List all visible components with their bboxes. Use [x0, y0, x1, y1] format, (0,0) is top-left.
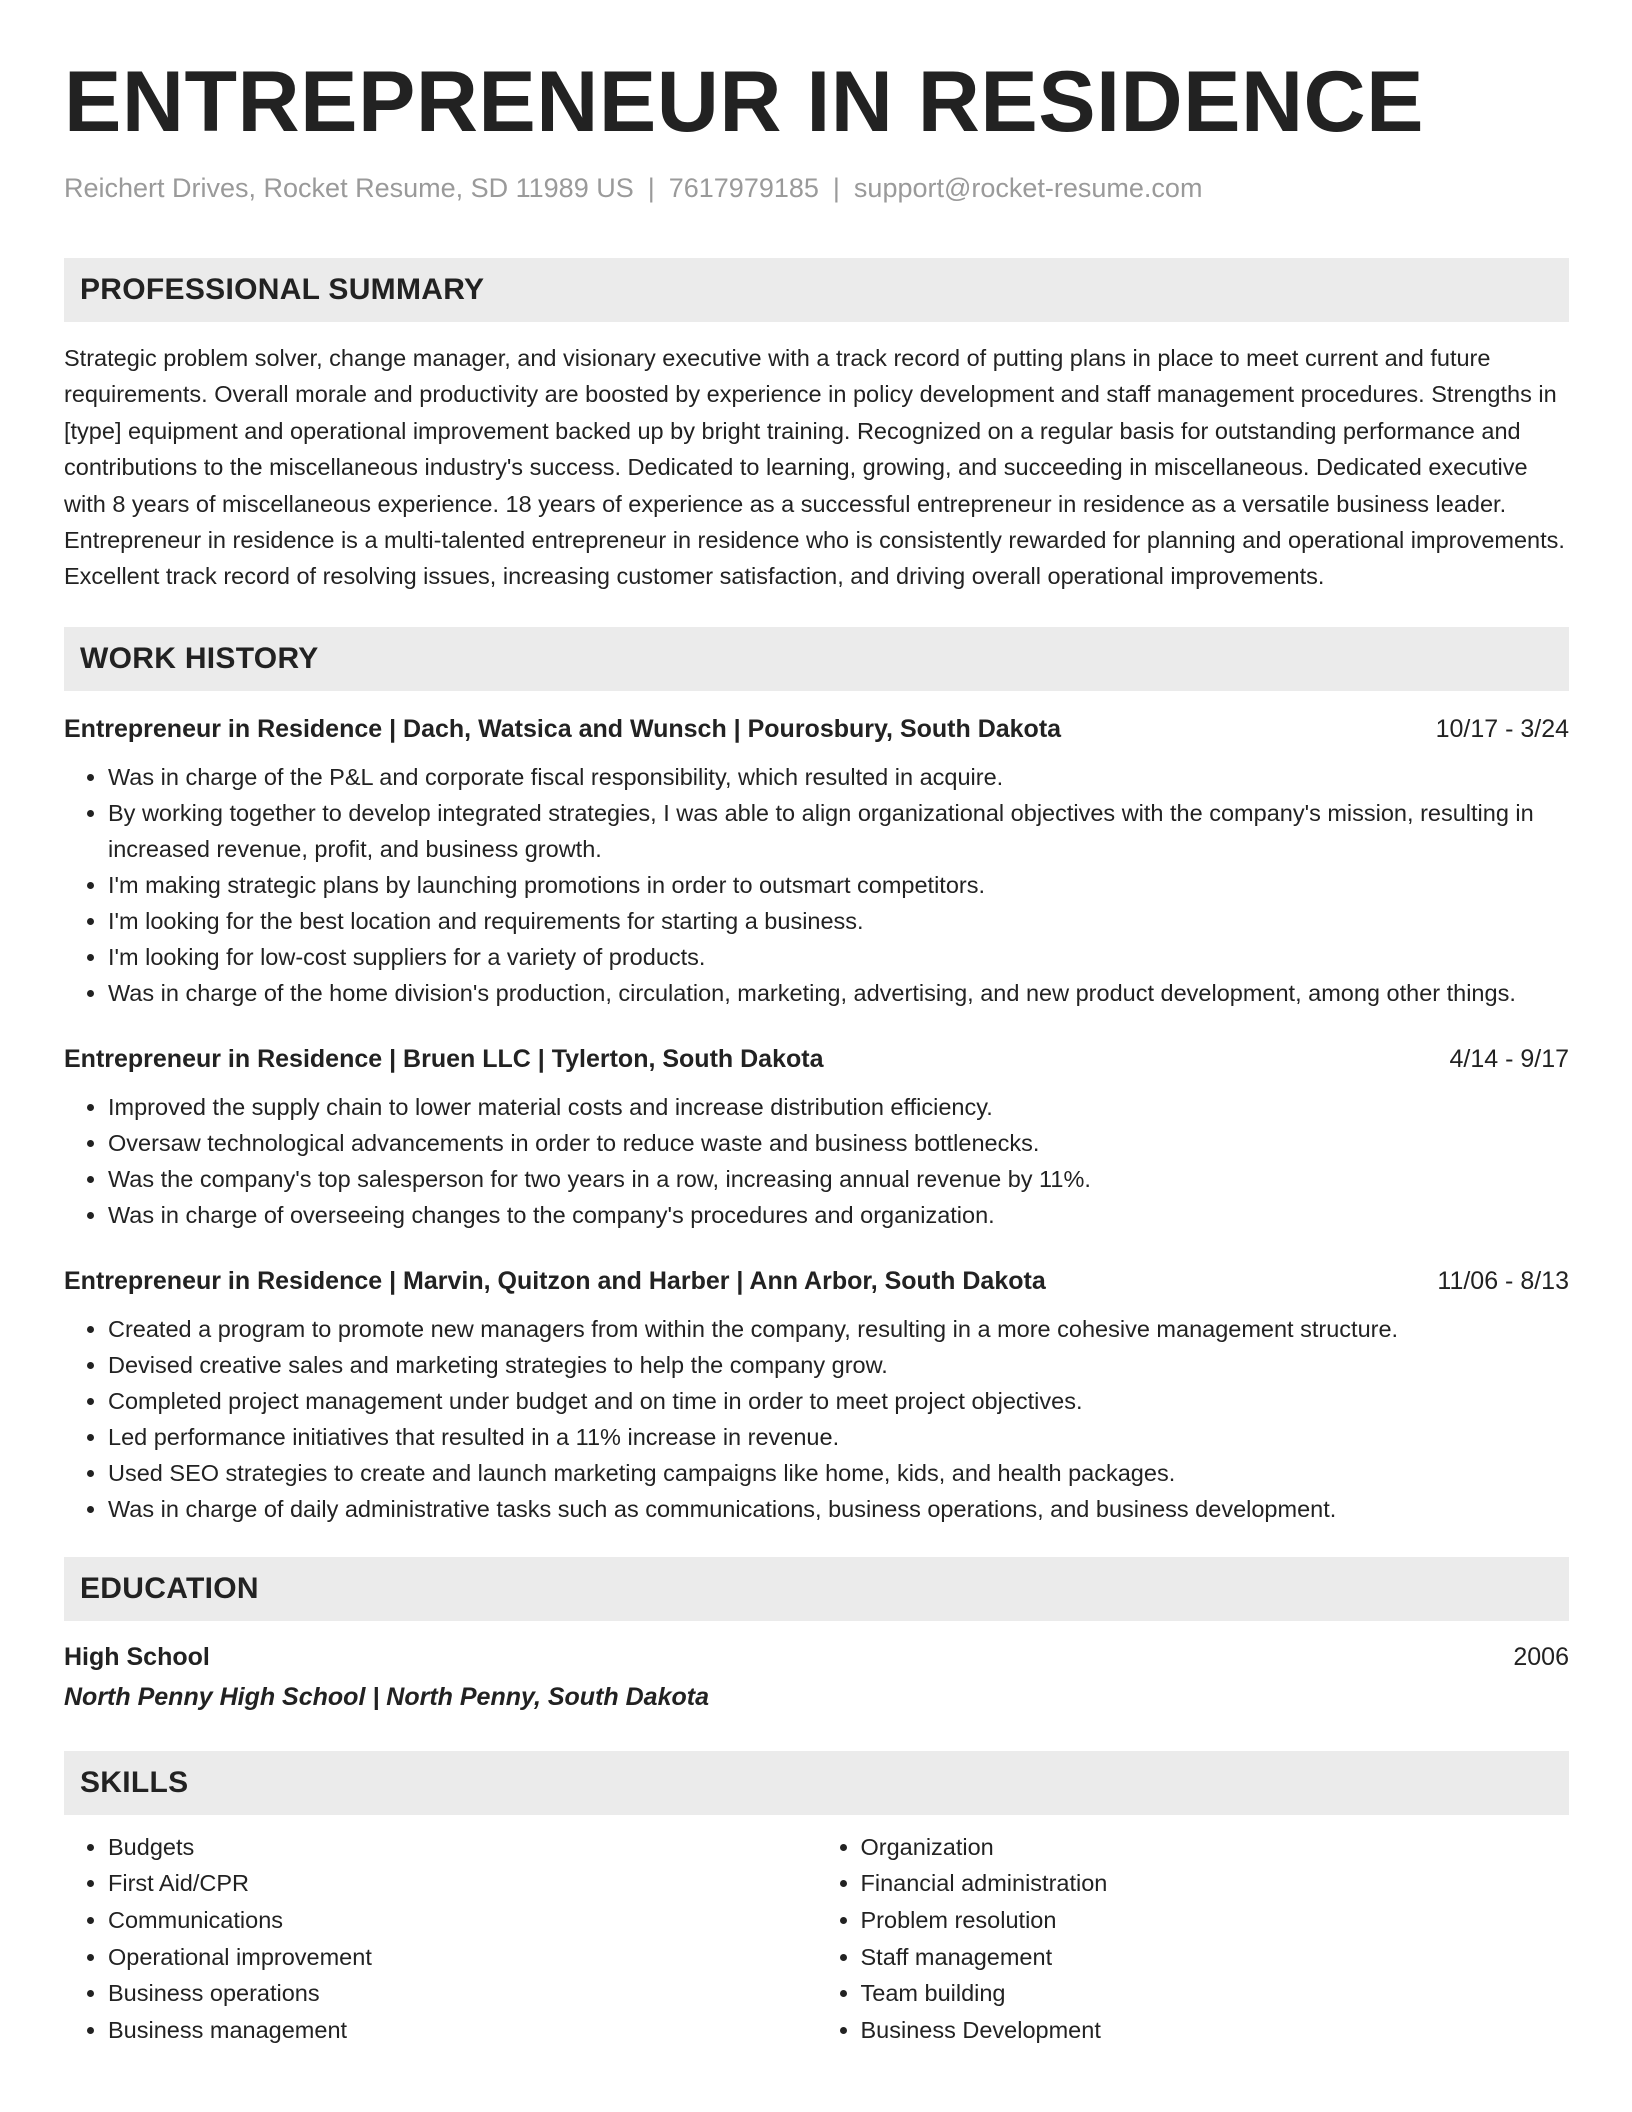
job-bullet: • Was in charge of daily administrative tasks such as communications, business operations, and business development.	[108, 1491, 1569, 1527]
job-title: Entrepreneur in Residence | Bruen LLC | Tylerton, South Dakota	[64, 1044, 824, 1073]
job-bullet: • Was in charge of the home division's production, circulation, marketing, advertising, and new product development, among other things.	[108, 975, 1569, 1011]
section-header-education: EDUCATION	[64, 1557, 1569, 1621]
job-bullet: • I'm making strategic plans by launching promotions in order to outsmart competitors.	[108, 867, 1569, 903]
education-degree: High School	[64, 1642, 210, 1671]
job-entry	[64, 711, 1569, 1011]
skills-column-right	[817, 1829, 1570, 2049]
job-bullet: • Completed project management under budget and on time in order to meet project objectives.	[108, 1383, 1569, 1419]
job-bullet: • By working together to develop integrated strategies, I was able to align organizational objectives with the company's mission, resulting in increased revenue, profit, and business growth.	[108, 795, 1569, 867]
skill-item: • Business Development	[861, 2012, 1570, 2049]
contact-phone: 7617979185	[668, 173, 819, 203]
contact-separator: |	[832, 173, 840, 203]
skill-item: • Team building	[861, 1975, 1570, 2012]
job-entry	[64, 1263, 1569, 1527]
job-entry	[64, 1041, 1569, 1233]
job-bullet: • Improved the supply chain to lower material costs and increase distribution efficiency.	[108, 1089, 1569, 1125]
section-header-skills: SKILLS	[64, 1751, 1569, 1815]
skill-item: • Organization	[861, 1829, 1570, 1866]
job-header	[64, 711, 1569, 747]
contact-address: Reichert Drives, Rocket Resume, SD 11989 US	[64, 173, 634, 203]
skill-item: • Financial administration	[861, 1865, 1570, 1902]
skill-item: • Problem resolution	[861, 1902, 1570, 1939]
job-header	[64, 1263, 1569, 1299]
job-dates: 4/14 - 9/17	[1449, 1044, 1569, 1073]
skill-item: • First Aid/CPR	[108, 1865, 817, 1902]
job-bullet: • Was in charge of the P&L and corporate fiscal responsibility, which resulted in acquire.	[108, 759, 1569, 795]
job-dates: 10/17 - 3/24	[1435, 714, 1569, 743]
job-bullets	[64, 1311, 1569, 1527]
education-year: 2006	[1513, 1642, 1569, 1671]
job-bullet: • Led performance initiatives that resulted in a 11% increase in revenue.	[108, 1419, 1569, 1455]
job-bullets	[64, 1089, 1569, 1233]
skills-column-left	[64, 1829, 817, 2049]
skills-list	[64, 1829, 1569, 2049]
resume-name: ENTREPRENEUR IN RESIDENCE	[64, 54, 1425, 150]
job-bullet: • Used SEO strategies to create and launch marketing campaigns like home, kids, and health packages.	[108, 1455, 1569, 1491]
job-bullet: • Was the company's top salesperson for two years in a row, increasing annual revenue by 11%.	[108, 1161, 1569, 1197]
section-header-work-history: WORK HISTORY	[64, 627, 1569, 691]
skill-item: • Business management	[108, 2012, 817, 2049]
summary-text: Strategic problem solver, change manager, and visionary executive with a track record of putting plans in place to meet current and future requirements. Overall morale and productivity are boosted by experience in policy development and staff management procedures. Strengths in [type] equipment and operational improvement backed up by bright training. Recognized on a regular basis for outstanding performance and contributions to the miscellaneous industry's success. Dedicated to learning, growing, and succeeding in miscellaneous. Dedicated executive with 8 years of miscellaneous experience. 18 years of experience as a successful entrepreneur in residence as a versatile business leader. Entrepreneur in residence is a multi-talented entrepreneur in residence who is consistently rewarded for planning and operational improvements. Excellent track record of resolving issues, increasing customer satisfaction, and driving overall operational improvements.	[64, 345, 1565, 590]
job-title: Entrepreneur in Residence | Dach, Watsica and Wunsch | Pourosbury, South Dakota	[64, 714, 1062, 743]
skill-item: • Business operations	[108, 1975, 817, 2012]
section-header-summary: PROFESSIONAL SUMMARY	[64, 258, 1569, 322]
contact-separator: |	[647, 173, 655, 203]
contact-line	[64, 170, 1569, 206]
job-bullet: • Created a program to promote new managers from within the company, resulting in a more cohesive management structure.	[108, 1311, 1569, 1347]
job-title: Entrepreneur in Residence | Marvin, Quitzon and Harber | Ann Arbor, South Dakota	[64, 1266, 1046, 1295]
education-school: North Penny High School | North Penny, South Dakota	[64, 1682, 709, 1711]
job-dates: 11/06 - 8/13	[1437, 1266, 1569, 1295]
job-bullet: • Was in charge of overseeing changes to the company's procedures and organization.	[108, 1197, 1569, 1233]
skill-item: • Budgets	[108, 1829, 817, 1866]
job-bullets	[64, 759, 1569, 1011]
skill-item: • Operational improvement	[108, 1939, 817, 1976]
skill-item: • Communications	[108, 1902, 817, 1939]
job-bullet: • I'm looking for the best location and requirements for starting a business.	[108, 903, 1569, 939]
job-bullet: • I'm looking for low-cost suppliers for a variety of products.	[108, 939, 1569, 975]
education-row	[64, 1639, 1569, 1675]
job-bullet: • Oversaw technological advancements in order to reduce waste and business bottlenecks.	[108, 1125, 1569, 1161]
skill-item: • Staff management	[861, 1939, 1570, 1976]
job-bullet: • Devised creative sales and marketing strategies to help the company grow.	[108, 1347, 1569, 1383]
contact-email: support@rocket-resume.com	[853, 173, 1203, 203]
job-header	[64, 1041, 1569, 1077]
